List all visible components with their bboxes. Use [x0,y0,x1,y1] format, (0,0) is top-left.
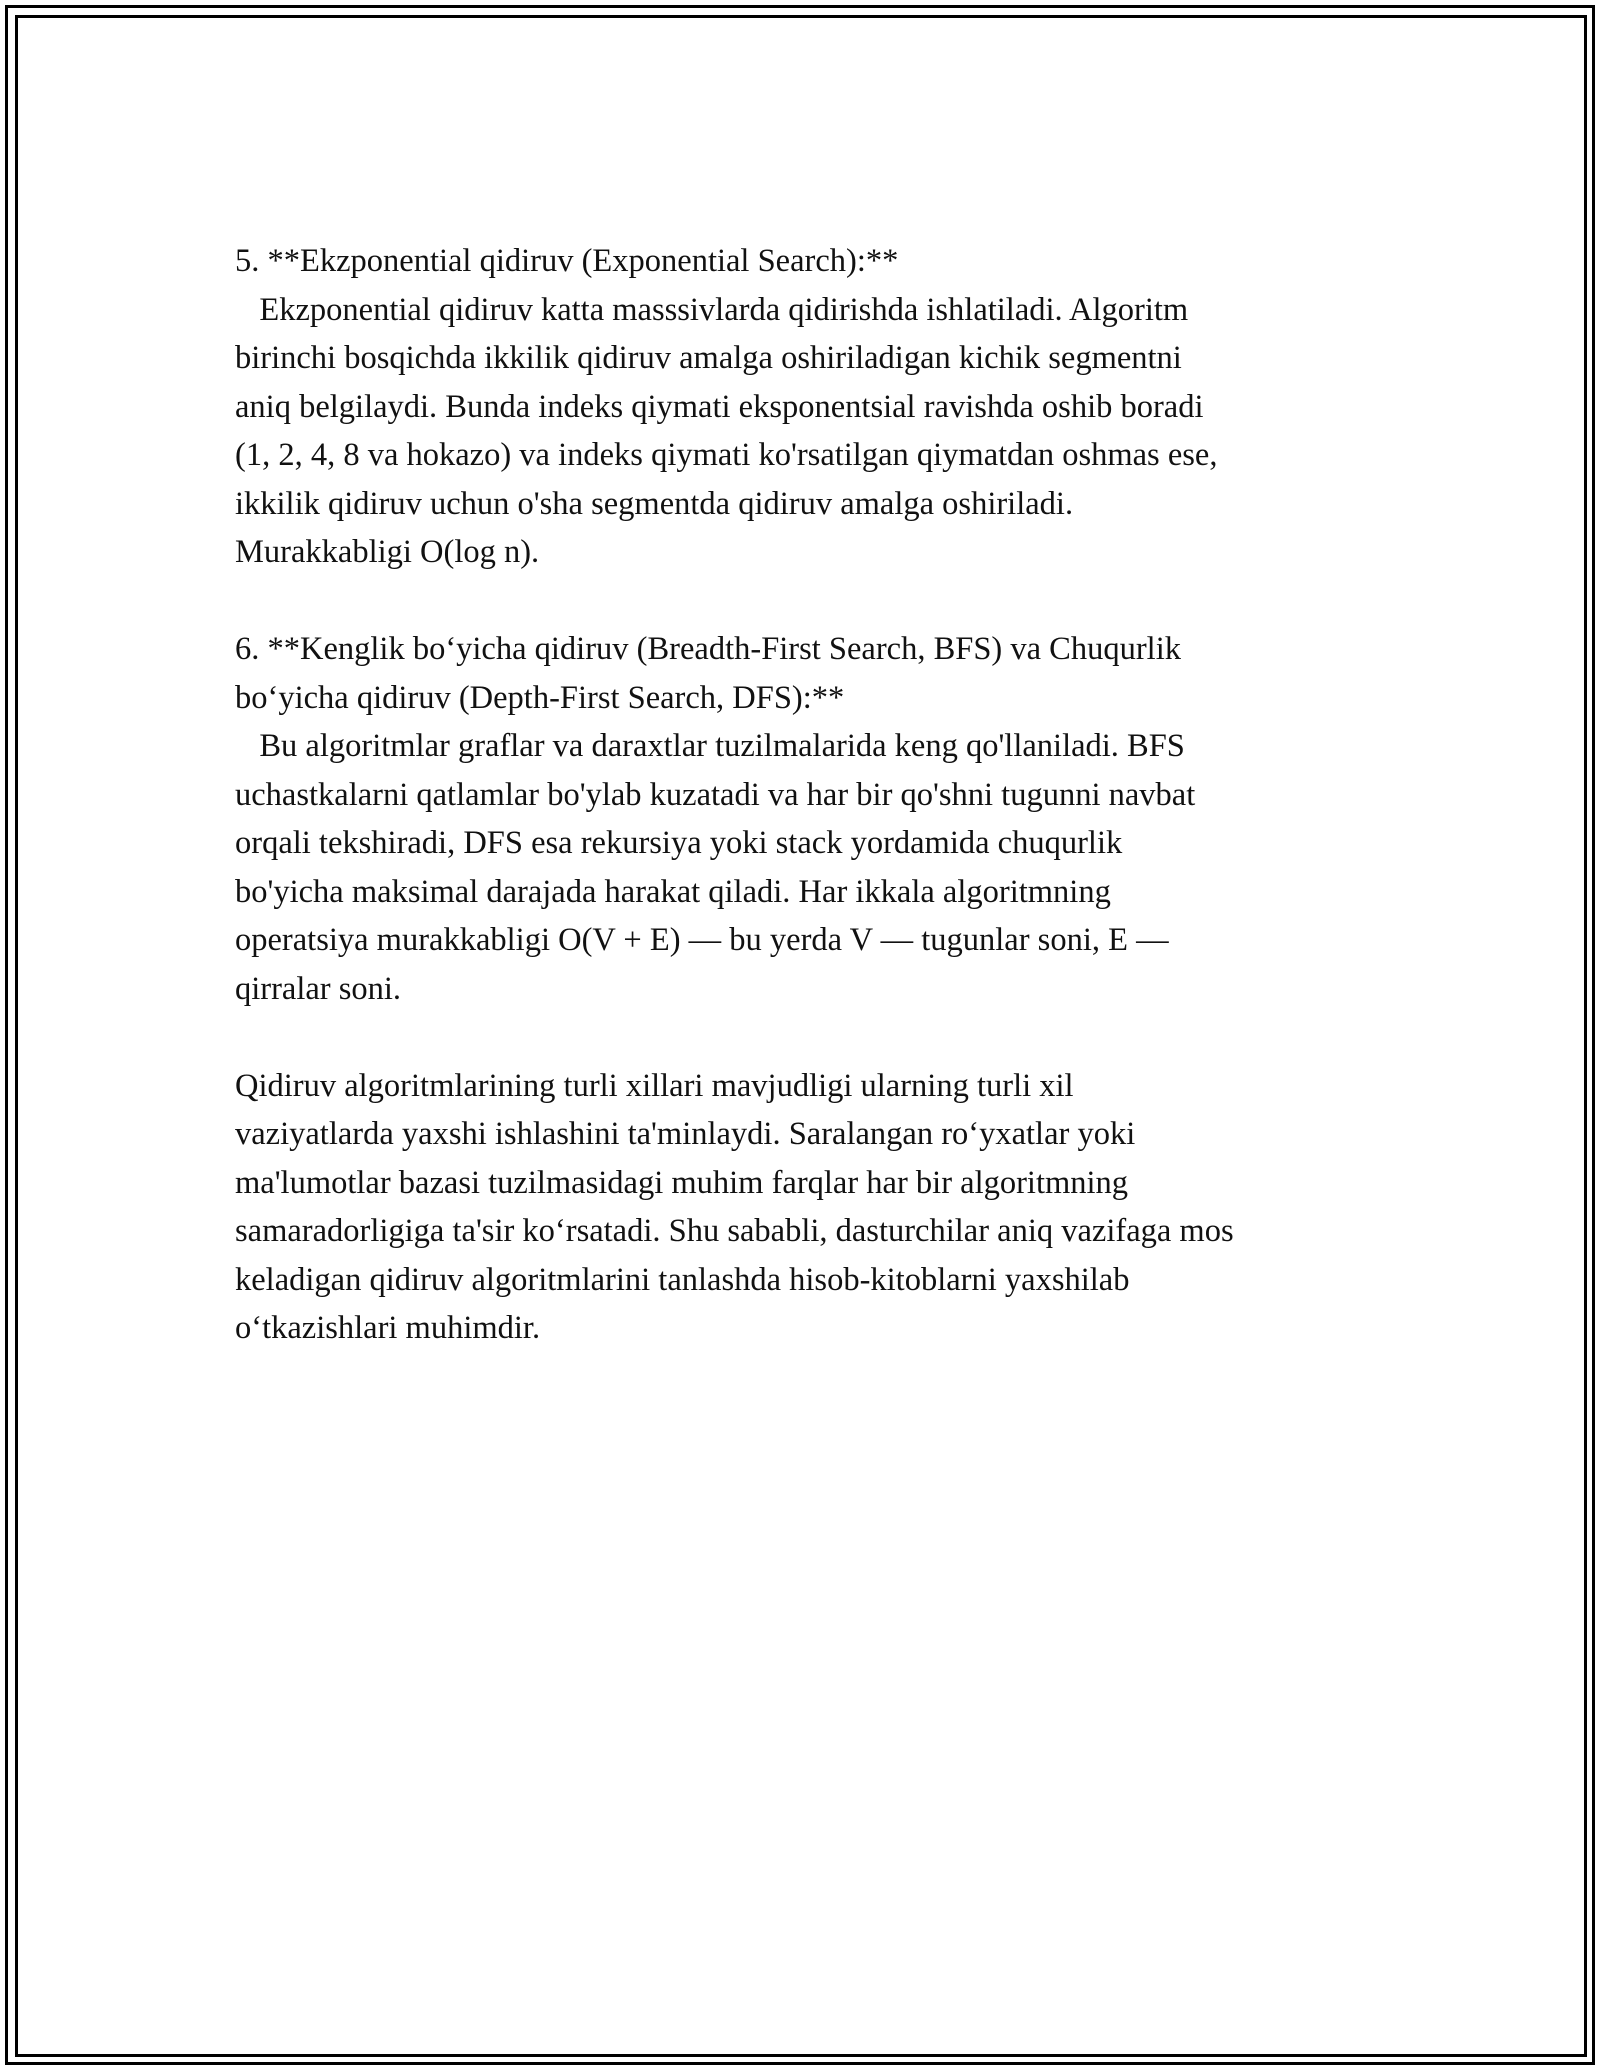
paragraph-line: Murakkabligi O(log n). [235,534,540,570]
paragraph-line: orqali tekshiradi, DFS esa rekursiya yoki stack yordamida chuqurlik [235,825,1123,861]
paragraph-line: bo'yicha maksimal darajada harakat qiladi. Har ikkala algoritmning [235,873,1111,910]
paragraph-line: Qidiruv algoritmlarining turli xillari mavjudligi ularning turli xil [235,1067,1074,1104]
paragraph-line: Ekzponential qidiruv katta masssivlarda qidirishda ishlatiladi. Algoritm [235,291,1189,328]
section-conclusion [235,1062,1395,1353]
paragraph-gap [235,577,1395,626]
section-heading: 5. **Ekzponential qidiruv (Exponential Search):** [235,243,899,279]
paragraph-line: vaziyatlarda yaxshi ishlashini ta'minlaydi. Saralangan ro‘yxatlar yoki [235,1116,1136,1152]
section-bfs-dfs [235,625,1395,1013]
paragraph-line: qirralar soni. [235,970,402,1007]
paragraph-line: o‘tkazishlari muhimdir. [235,1310,541,1346]
paragraph-line: operatsiya murakkabligi O(V + E) — bu yerda V — tugunlar soni, E — [235,922,1169,958]
section-exponential-search [235,237,1395,577]
paragraph-line: samaradorligiga ta'sir ko‘rsatadi. Shu sababli, dasturchilar aniq vazifaga mos [235,1213,1234,1249]
paragraph-line: ikkilik qidiruv uchun o'sha segmentda qidiruv amalga oshiriladi. [235,485,1074,522]
document-body [235,237,1395,1353]
paragraph-line: aniq belgilaydi. Bunda indeks qiymati eksponentsial ravishda oshib boradi [235,388,1204,425]
section-heading: 6. **Kenglik bo‘yicha qidiruv (Breadth-First Search, BFS) va Chuqurlik [235,631,1181,667]
paragraph-line: Bu algoritmlar graflar va daraxtlar tuzilmalarida keng qo'llaniladi. BFS [235,728,1185,764]
paragraph-line: ma'lumotlar bazasi tuzilmasidagi muhim farqlar har bir algoritmning [235,1164,1129,1201]
paragraph-gap [235,1013,1395,1062]
paragraph-line: birinchi bosqichda ikkilik qidiruv amalga oshiriladigan kichik segmentni [235,340,1182,376]
paragraph-line: (1, 2, 4, 8 va hokazo) va indeks qiymati ko'rsatilgan qiymatdan oshmas ese, [235,437,1218,473]
paragraph-line: keladigan qidiruv algoritmlarini tanlashda hisob-kitoblarni yaxshilab [235,1261,1130,1298]
section-heading: bo‘yicha qidiruv (Depth-First Search, DFS):** [235,679,845,716]
paragraph-line: uchastkalarni qatlamlar bo'ylab kuzatadi va har bir qo'shni tugunni navbat [235,776,1196,813]
